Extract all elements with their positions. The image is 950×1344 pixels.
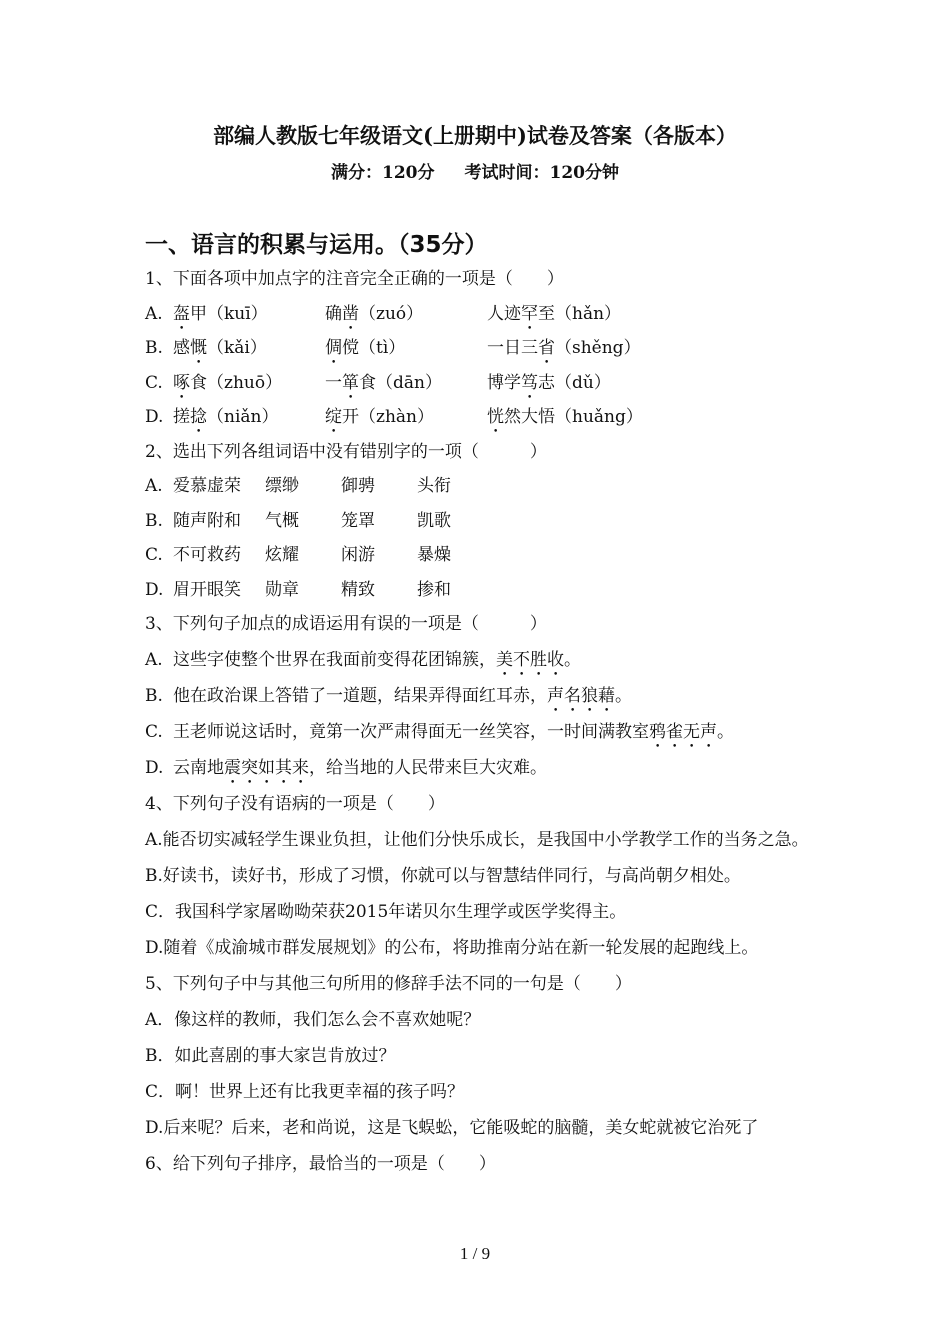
question-4-stem: 4、下列句子没有语病的一项是（ ） [145, 793, 445, 814]
question-5-stem: 5、下列句子中与其他三句所用的修辞手法不同的一句是（ ） [145, 973, 632, 994]
q1-option-d: D. 搓捻（niǎn） 绽开（zhàn） 恍然大悟（huǎng） [145, 400, 815, 435]
q2-option-c: C. 不可救药 炫耀 闲游 暴燥 [145, 545, 451, 565]
q4-option-d: D.随着《成渝城市群发展规划》的公布，将助推南分站在新一轮发展的起跑线上。 [145, 937, 759, 958]
option-label: C. [145, 372, 163, 393]
q3-option-d: D. 云南地震突如其来，给当地的人民带来巨大灾难。 [145, 757, 547, 778]
q5-option-c: C．啊！世界上还有比我更幸福的孩子吗？ [145, 1081, 465, 1102]
exam-title: 部编人教版七年级语文(上册期中)试卷及答案（各版本） [213, 123, 737, 148]
q2-option-b: B. 随声附和 气概 笼罩 凯歌 [145, 510, 451, 531]
q2-option-d: D. 眉开眼笑 勋章 精致 掺和 [145, 579, 451, 600]
q5-option-d: D.后来呢？后来，老和尚说，这是飞蜈蚣，它能吸蛇的脑髓，美女蛇就被它治死了 [145, 1117, 759, 1138]
page-number: 1 / 9 [459, 1244, 491, 1263]
q4-option-c: C．我国科学家屠呦呦荣获2015年诺贝尔生理学或医学奖得主。 [145, 901, 627, 922]
q4-option-a: A.能否切实减轻学生课业负担，让他们分快乐成长，是我国中小学教学工作的当务之急。 [145, 829, 809, 850]
q1-option-b: B. 感慨（kǎi） 倜傥（tì） 一日三省（shěng） [145, 331, 815, 366]
option-label: B. [145, 338, 163, 358]
q3-option-c: C. 王老师说这话时，竟第一次严肃得面无一丝笑容，一时间满教室鸦雀无声。 [145, 721, 734, 742]
exam-meta [0, 158, 950, 183]
q5-option-a: A．像这样的教师，我们怎么会不喜欢她呢？ [145, 1009, 481, 1030]
q3-option-b: B. 他在政治课上答错了一道题，结果弄得面红耳赤，声名狼藉。 [145, 685, 632, 706]
q2-option-a: A. 爱慕虚荣 缥缈 御骋 头衔 [145, 476, 451, 496]
q1-option-c: C. 啄食（zhuō） 一箪食（dān） 博学笃志（dǔ） [145, 366, 815, 401]
q4-option-b: B.好读书，读好书，形成了习惯，你就可以与智慧结伴同行，与高尚朝夕相处。 [145, 865, 741, 886]
q5-option-b: B．如此喜剧的事大家岂肯放过？ [145, 1045, 396, 1066]
questions [145, 262, 815, 1182]
option-label: D. [145, 407, 164, 427]
q1-option-a: A. 盔甲（kuī） 确凿（zuó） 人迹罕至（hǎn） [145, 297, 815, 332]
full-marks: 满分：120分 [331, 163, 435, 183]
q3-option-a: A. 这些字使整个世界在我面前变得花团锦簇，美不胜收。 [145, 649, 581, 670]
section-heading: 一、语言的积累与运用。（35分） [145, 232, 488, 258]
exam-time: 考试时间：120分钟 [464, 163, 619, 183]
option-label: A. [145, 303, 163, 324]
question-6-stem: 6、给下列句子排序，最恰当的一项是（ ） [145, 1153, 496, 1174]
question-1-stem: 1、下面各项中加点字的注音完全正确的一项是（ ） [145, 269, 564, 289]
question-3-stem: 3、下列句子加点的成语运用有误的一项是（ ） [145, 614, 547, 634]
question-2-stem: 2、选出下列各组词语中没有错别字的一项（ ） [145, 441, 547, 462]
